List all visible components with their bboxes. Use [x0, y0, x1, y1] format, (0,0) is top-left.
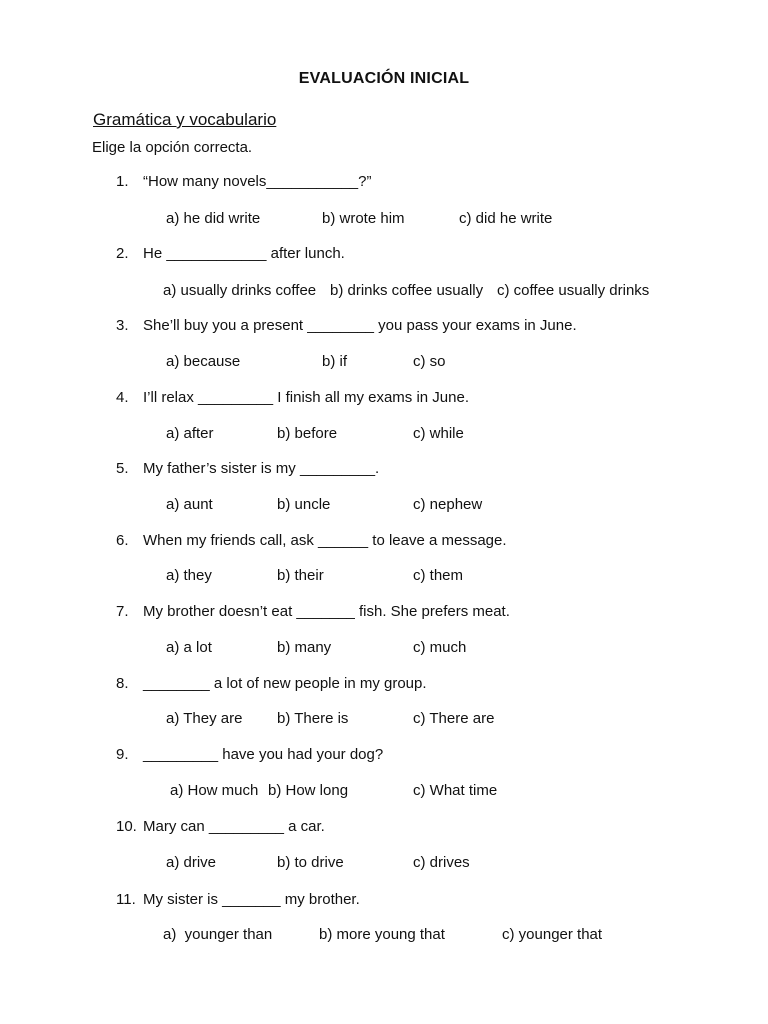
- option-b[interactable]: b) to drive: [277, 854, 344, 871]
- option-c[interactable]: c) did he write: [459, 210, 553, 227]
- option-a[interactable]: a) a lot: [166, 639, 212, 656]
- question-text: My sister is _______ my brother.: [143, 891, 360, 908]
- question-number: 1.: [116, 173, 129, 190]
- option-a[interactable]: a) because: [166, 353, 241, 370]
- option-a[interactable]: a) younger than: [163, 926, 273, 943]
- option-a[interactable]: a) They are: [166, 710, 243, 727]
- question-5: [116, 460, 379, 477]
- section-heading: Gramática y vocabulario: [93, 110, 277, 129]
- question-text: My father’s sister is my _________.: [143, 460, 380, 477]
- question-text: I’ll relax _________ I finish all my exams in June.: [143, 389, 470, 406]
- option-c[interactable]: c) much: [413, 639, 467, 656]
- question-1: [116, 173, 371, 190]
- question-number: 8.: [116, 675, 129, 692]
- option-b[interactable]: b) How long: [268, 782, 349, 799]
- option-c[interactable]: c) There are: [413, 710, 495, 727]
- option-a[interactable]: a) usually drinks coffee: [163, 282, 317, 299]
- option-c[interactable]: c) drives: [413, 854, 470, 871]
- question-number: 10.: [116, 818, 137, 835]
- option-a[interactable]: a) after: [166, 425, 214, 442]
- question-7: [116, 603, 510, 620]
- page-title: EVALUACIÓN INICIAL: [298, 70, 470, 87]
- option-b[interactable]: b) if: [322, 353, 348, 370]
- question-number: 6.: [116, 532, 129, 549]
- option-a[interactable]: a) drive: [166, 854, 217, 871]
- question-number: 11.: [116, 891, 136, 908]
- option-b[interactable]: b) their: [277, 567, 324, 584]
- question-text: _________ have you had your dog?: [143, 746, 384, 763]
- option-a[interactable]: a) he did write: [166, 210, 261, 227]
- option-c[interactable]: c) so: [413, 353, 446, 370]
- question-number: 3.: [116, 317, 129, 334]
- question-text: My brother doesn’t eat _______ fish. She prefers meat.: [143, 603, 510, 620]
- option-b[interactable]: b) more young that: [319, 926, 445, 943]
- question-number: 9.: [116, 746, 129, 763]
- question-number: 5.: [116, 460, 129, 477]
- instruction-text: Elige la opción correcta.: [92, 139, 253, 156]
- question-text: When my friends call, ask ______ to leave a message.: [143, 532, 507, 549]
- question-text: ________ a lot of new people in my group.: [143, 675, 427, 692]
- question-11: [116, 891, 360, 908]
- question-8: [116, 675, 427, 692]
- option-c[interactable]: c) younger that: [502, 926, 603, 943]
- option-b[interactable]: b) before: [277, 425, 338, 442]
- option-b[interactable]: b) many: [277, 639, 332, 656]
- option-c[interactable]: c) them: [413, 567, 464, 584]
- option-b[interactable]: b) wrote him: [322, 210, 405, 227]
- question-9: [116, 746, 383, 763]
- question-text: He ____________ after lunch.: [143, 245, 345, 262]
- option-b[interactable]: b) There is: [277, 710, 349, 727]
- question-text: “How many novels___________?”: [143, 173, 372, 190]
- question-4: [116, 389, 469, 406]
- question-text: She’ll buy you a present ________ you pass your exams in June.: [143, 317, 577, 334]
- question-number: 4.: [116, 389, 129, 406]
- option-a[interactable]: a) How much: [170, 782, 259, 799]
- question-number: 7.: [116, 603, 129, 620]
- option-c[interactable]: c) while: [413, 425, 464, 442]
- question-text: Mary can _________ a car.: [143, 818, 325, 835]
- question-10: [116, 818, 325, 835]
- option-b[interactable]: b) uncle: [277, 496, 331, 513]
- option-c[interactable]: c) coffee usually drinks: [497, 282, 650, 299]
- question-6: [116, 532, 507, 549]
- question-3: [116, 317, 577, 334]
- option-b[interactable]: b) drinks coffee usually: [330, 282, 484, 299]
- option-c[interactable]: c) What time: [413, 782, 498, 799]
- question-number: 2.: [116, 245, 129, 262]
- option-a[interactable]: a) aunt: [166, 496, 213, 513]
- option-a[interactable]: a) they: [166, 567, 212, 584]
- question-2: [116, 245, 345, 262]
- option-c[interactable]: c) nephew: [413, 496, 483, 513]
